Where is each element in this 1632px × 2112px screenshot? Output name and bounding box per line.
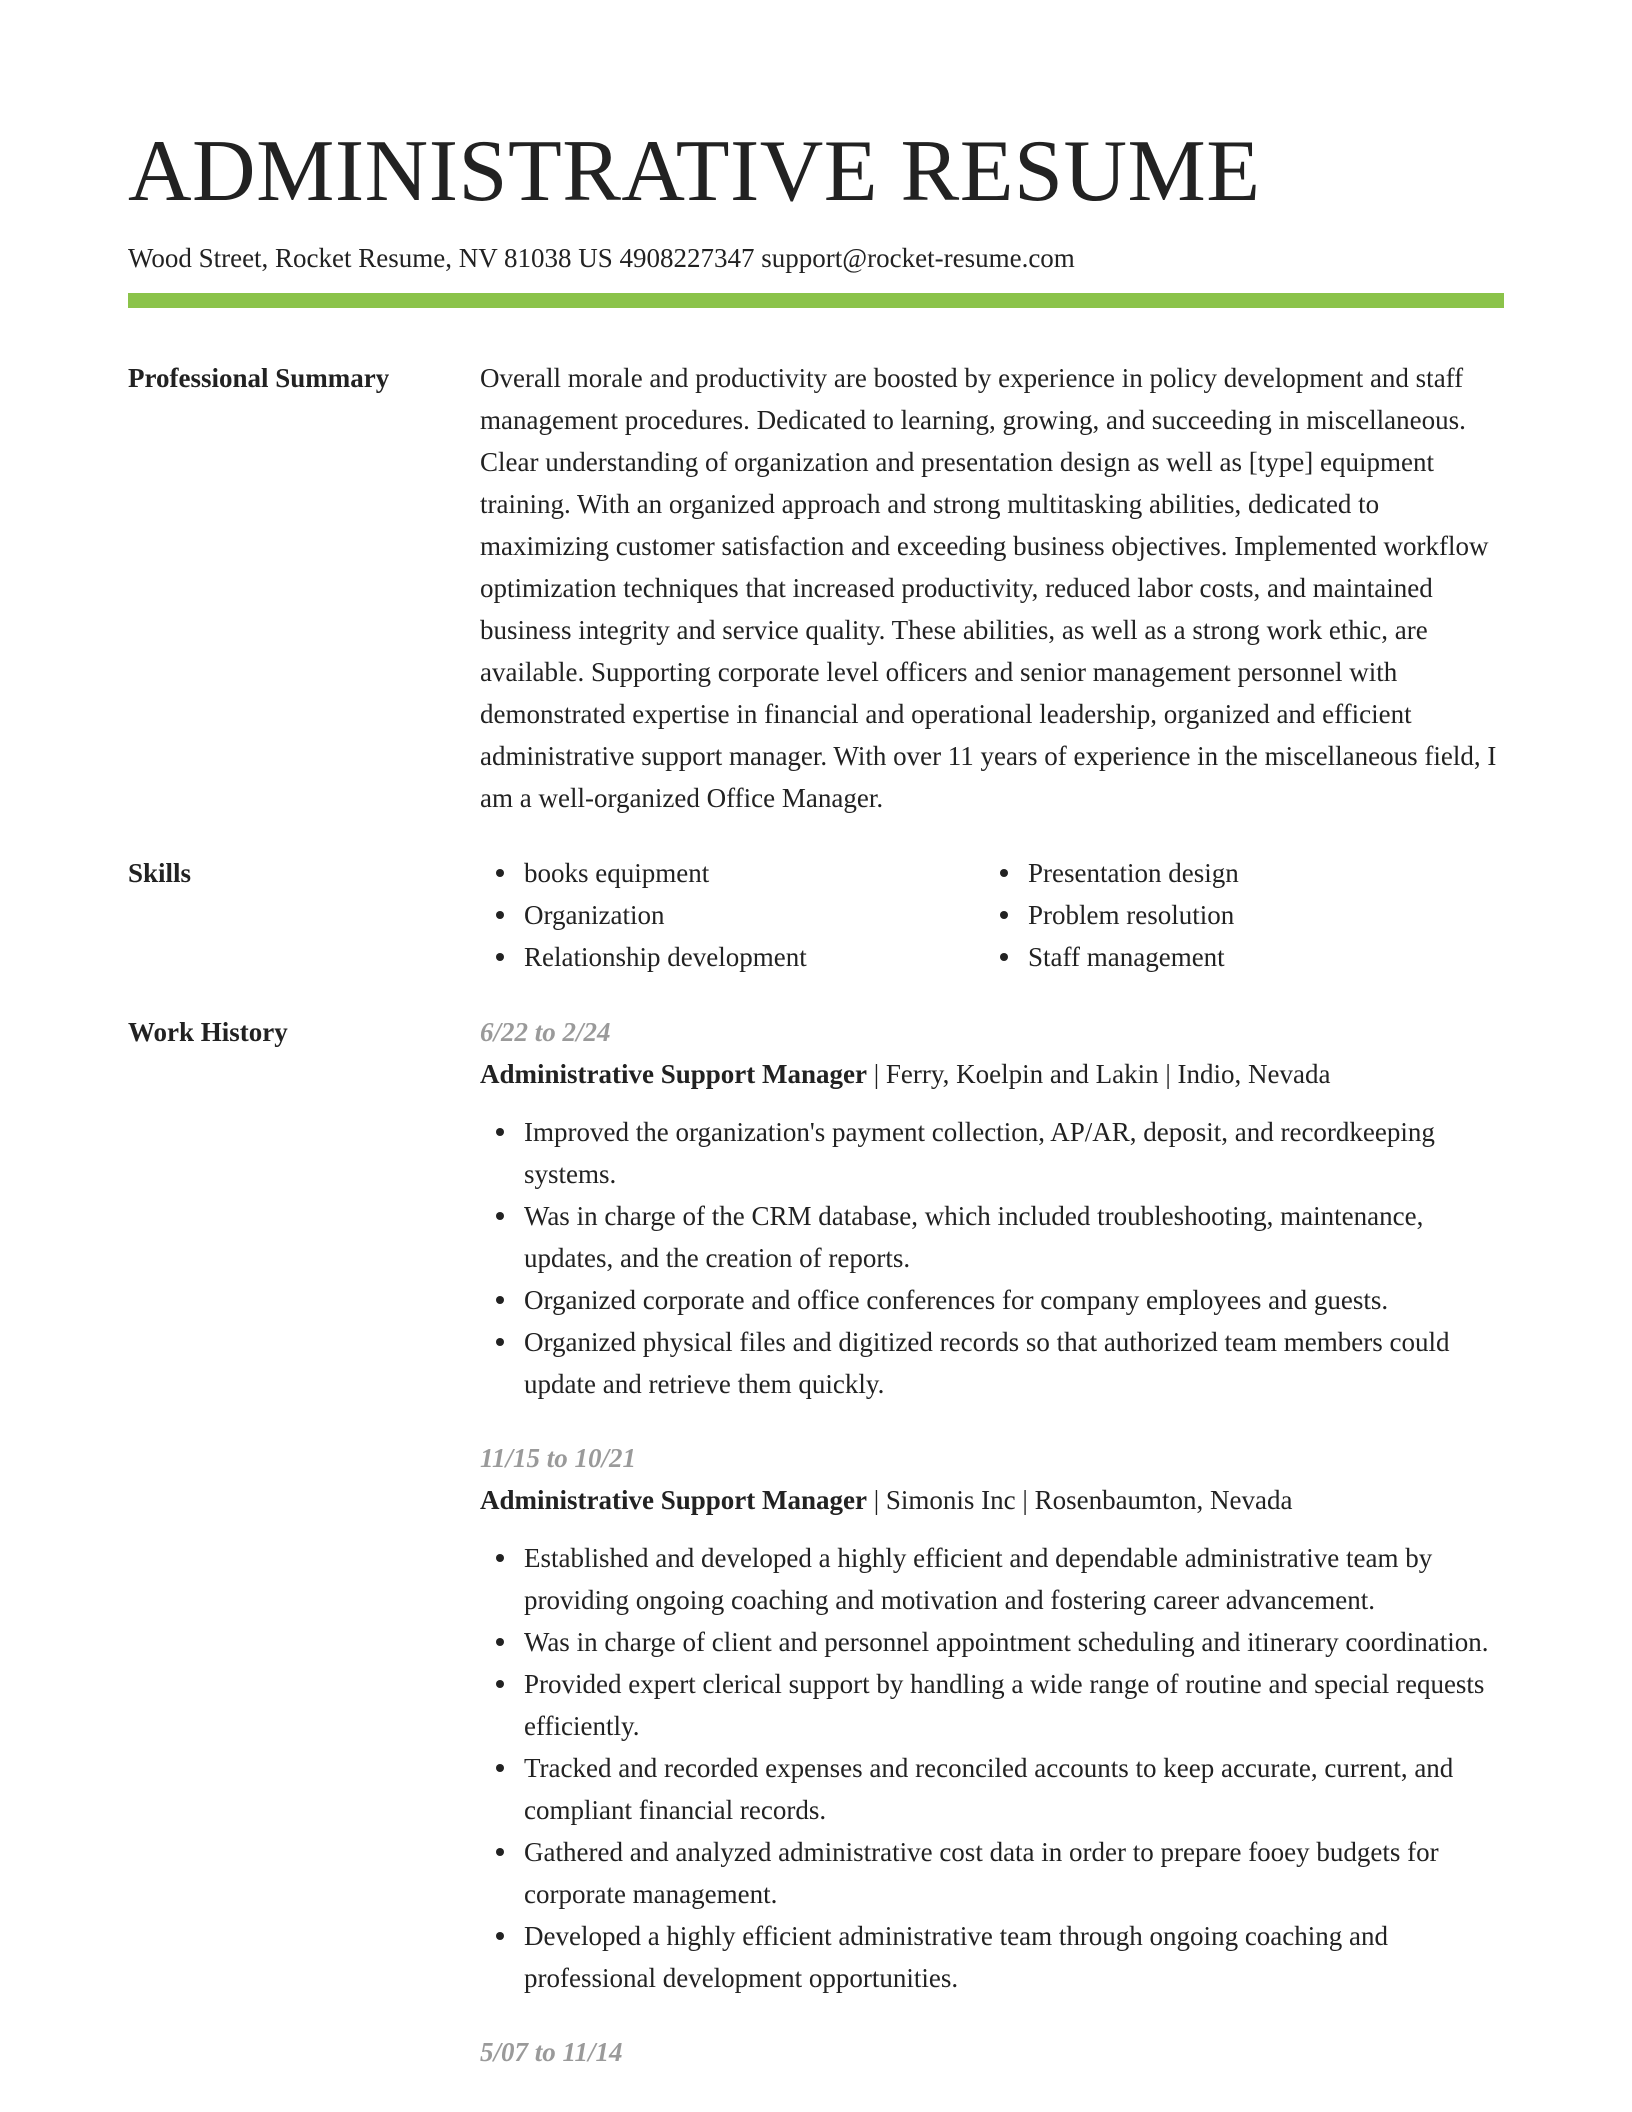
job-heading <box>480 1479 1504 1521</box>
job-bullet: Organized physical files and digitized records so that authorized team members could update and retrieve them quickly. <box>480 1321 1504 1405</box>
skill-item: Organization <box>480 894 984 936</box>
skill-item: Staff management <box>984 936 1504 978</box>
job-employer-location: | Simonis Inc | Rosenbaumton, Nevada <box>867 1485 1293 1515</box>
job-bullets <box>480 1111 1504 1405</box>
skills-grid <box>480 852 1504 978</box>
skill-item: Problem resolution <box>984 894 1504 936</box>
section-label-skills: Skills <box>128 858 192 888</box>
skills-list-left <box>480 852 984 978</box>
job-dates: 5/07 to 11/14 <box>480 2037 623 2067</box>
job-employer-location: | Ferry, Koelpin and Lakin | Indio, Nevada <box>867 1059 1331 1089</box>
section-label-summary: Professional Summary <box>128 363 390 393</box>
job-title: Administrative Support Manager <box>480 1059 867 1089</box>
skills-list-right <box>984 852 1504 978</box>
job-bullet: Tracked and recorded expenses and reconciled accounts to keep accurate, current, and compliant financial records. <box>480 1747 1504 1831</box>
skills-section <box>128 852 1504 978</box>
professional-summary-section <box>128 357 1504 819</box>
job-bullet: Gathered and analyzed administrative cost data in order to prepare fooey budgets for corporate management. <box>480 1831 1504 1915</box>
work-history-section <box>128 1011 1504 2073</box>
job-bullet: Was in charge of client and personnel appointment scheduling and itinerary coordination. <box>480 1621 1504 1663</box>
job-bullet: Improved the organization's payment collection, AP/AR, deposit, and recordkeeping systems. <box>480 1111 1504 1195</box>
job-bullets <box>480 1537 1504 1999</box>
accent-divider <box>128 293 1504 308</box>
job-bullet: Developed a highly efficient administrative team through ongoing coaching and professional development opportunities. <box>480 1915 1504 1999</box>
section-label-work-history: Work History <box>128 1017 288 1047</box>
job-dates: 6/22 to 2/24 <box>480 1017 611 1047</box>
contact-line: Wood Street, Rocket Resume, NV 81038 US 4908227347 support@rocket-resume.com <box>128 243 1075 273</box>
summary-text: Overall morale and productivity are boosted by experience in policy development and staff management procedures. Dedicated to learning, growing, and succeeding in miscellaneous. Clear understanding of organization and presentation design as well as [type] equipment training. With an organized approach and strong multitasking abilities, dedicated to maximizing customer satisfaction and exceeding business objectives. Implemented workflow optimization techniques that increased productivity, reduced labor costs, and maintained business integrity and service quality. These abilities, as well as a strong work ethic, are available. Supporting corporate level officers and senior management personnel with demonstrated expertise in financial and operational leadership, organized and efficient administrative support manager. With over 11 years of experience in the miscellaneous field, I am a well-organized Office Manager. <box>480 363 1497 813</box>
skill-item: Presentation design <box>984 852 1504 894</box>
job-entry <box>480 2031 1504 2073</box>
job-bullet: Was in charge of the CRM database, which included troubleshooting, maintenance, updates, and the creation of reports. <box>480 1195 1504 1279</box>
job-heading <box>480 1053 1504 1095</box>
job-entry <box>480 1437 1504 1999</box>
job-title: Administrative Support Manager <box>480 1485 867 1515</box>
job-bullet: Established and developed a highly efficient and dependable administrative team by providing ongoing coaching and motivation and fostering career advancement. <box>480 1537 1504 1621</box>
work-history-body <box>480 1011 1504 2073</box>
resume-title: ADMINISTRATIVE RESUME <box>128 123 1261 220</box>
job-bullet: Organized corporate and office conferences for company employees and guests. <box>480 1279 1504 1321</box>
job-bullet: Provided expert clerical support by handling a wide range of routine and special requests efficiently. <box>480 1663 1504 1747</box>
job-entry <box>480 1011 1504 1405</box>
skill-item: books equipment <box>480 852 984 894</box>
job-dates: 11/15 to 10/21 <box>480 1443 637 1473</box>
skill-item: Relationship development <box>480 936 984 978</box>
